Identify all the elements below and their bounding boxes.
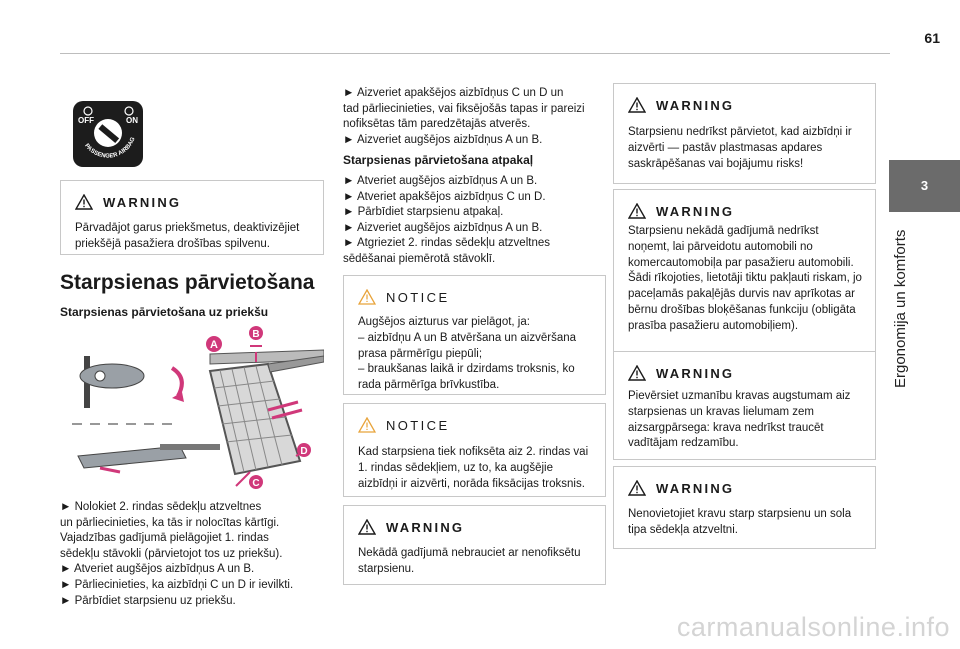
label-d: D [300, 446, 308, 457]
notice-triangle-icon [358, 417, 376, 433]
watermark: carmanualsonline.info [676, 612, 950, 642]
warning-title: WARNING [386, 519, 465, 535]
svg-text:PASSENGER AIRBAG: PASSENGER AIRBAG [83, 136, 137, 160]
close-steps: ► Aizveriet apakšējos aizbīdņus C un D un tad pārliecinieties, vai fiksējošās tapas ir pareizi nofiksētas tām paredzētajās atverēs. ► Aizveriet augšējos aizbīdņus A un B. [343, 87, 585, 146]
warning-triangle-icon [628, 365, 646, 381]
warning-triangle-icon [358, 519, 376, 535]
subheading-back: Starpsienas pārvietošana atpakaļ [343, 153, 534, 167]
warning-title: WARNING [656, 203, 735, 219]
warning-box-airbag [60, 180, 324, 255]
back-steps: ► Atveriet augšējos aizbīdņus A un B. ► Atveriet apakšējos aizbīdņus C un D. ► Pārbīdiet starpsienu atpakaļ. ► Aizveriet augšējos aizbīdņus A un B. ► Atgrieziet 2. rindas sēdekļu atzveltnes sēdēšanai piemērotā stāvoklī. [343, 175, 550, 265]
svg-text:OFF: OFF [78, 116, 94, 125]
warning-text: Nekādā gadījumā nebrauciet ar nenofiksētu starpsienu. [358, 547, 581, 575]
warning-title: WARNING [656, 480, 735, 496]
notice-title: NOTICE [386, 417, 450, 433]
warning-title: WARNING [103, 194, 182, 210]
warning-title: WARNING [656, 365, 735, 381]
svg-text:ON: ON [126, 116, 138, 125]
warning-triangle-icon [75, 194, 93, 210]
label-a: A [210, 339, 218, 351]
chapter-tab[interactable]: 3 [889, 160, 960, 212]
notice-box-lock [343, 403, 606, 497]
label-b: B [252, 329, 260, 340]
warning-triangle-icon [628, 97, 646, 113]
passenger-airbag-icon [72, 100, 144, 168]
warning-text: Pievērsiet uzmanību kravas augstumam aiz starpsienas un kravas lielumam zem aizsargpārsega: krava nedrīkst traucēt vadītājam redzamību. [628, 390, 851, 450]
notice-title: NOTICE [386, 289, 450, 305]
warning-text: Starpsienu nekādā gadījumā nedrīkst noņemt, lai pārveidotu automobili no komercautomobiļa par pasažieru automobili. Šādi rīkojoties, lietotāji tiktu pakļauti riskam, jo paceļamās pakaļējās durvis nav aprīkotas ar bērnu drošības bloķēšanas funkciju (obligāta prasība pasažieru automobiļiem). [628, 225, 862, 332]
warning-box-load [613, 466, 876, 549]
section-heading: Starpsienas pārvietošana [60, 271, 315, 294]
top-rule [60, 53, 890, 54]
warning-box-remove [613, 189, 876, 356]
notice-box-adjust [343, 275, 606, 395]
warning-triangle-icon [628, 480, 646, 496]
warning-text: Nenovietojiet kravu starp starpsienu un sola tipa sēdekļa atzveltni. [628, 508, 852, 536]
partition-figure [60, 326, 324, 492]
notice-text: Augšējos aizturus var pielāgot, ja: – aizbīdņu A un B atvēršana un aizvēršana prasa pārmērīgu piepūli; – braukšanas laikā ir dzirdams troksnis, ko rada pārmērīga brīvkustība. [358, 316, 577, 392]
page-number: 61 [924, 30, 940, 46]
warning-text: Starpsienu nedrīkst pārvietot, kad aizbīdņi ir aizvērti — pastāv plastmasas apdares saskrāpēšanas vai bojājumu risks! [628, 126, 852, 170]
warning-title: WARNING [656, 97, 735, 113]
warning-text: Pārvadājot garus priekšmetus, deaktivizējiet priekšējā pasažiera drošības spilvenu. [75, 222, 300, 250]
notice-triangle-icon [358, 289, 376, 305]
warning-box-unlocked [343, 505, 606, 585]
label-c: C [252, 478, 260, 489]
chapter-title: Ergonomija un komforts [892, 229, 909, 388]
notice-text: Kad starpsiena tiek nofiksēta aiz 2. rindas vai 1. rindas sēdekļiem, uz to, ka augšējie aizbīdņi ir aizvērti, norāda fiksācijas troksnis. [358, 446, 589, 490]
warning-triangle-icon [628, 203, 646, 219]
warning-box-scratch [613, 83, 876, 184]
subheading-forward: Starpsienas pārvietošana uz priekšu [60, 305, 269, 319]
warning-box-height [613, 351, 876, 460]
forward-steps: ► Nolokiet 2. rindas sēdekļu atzveltnes un pārliecinieties, ka tās ir nolocītas kārtīgi. Vajadzības gadījumā pielāgojiet 1. rindas sēdekļu stāvokli (pārvietojot tos uz priekšu). ► Atveriet augšējos aizbīdņus A un B. ► Pārliecinieties, ka aizbīdņi C un D ir ievilkti. ► Pārbīdiet starpsienu uz priekšu. [60, 501, 294, 607]
